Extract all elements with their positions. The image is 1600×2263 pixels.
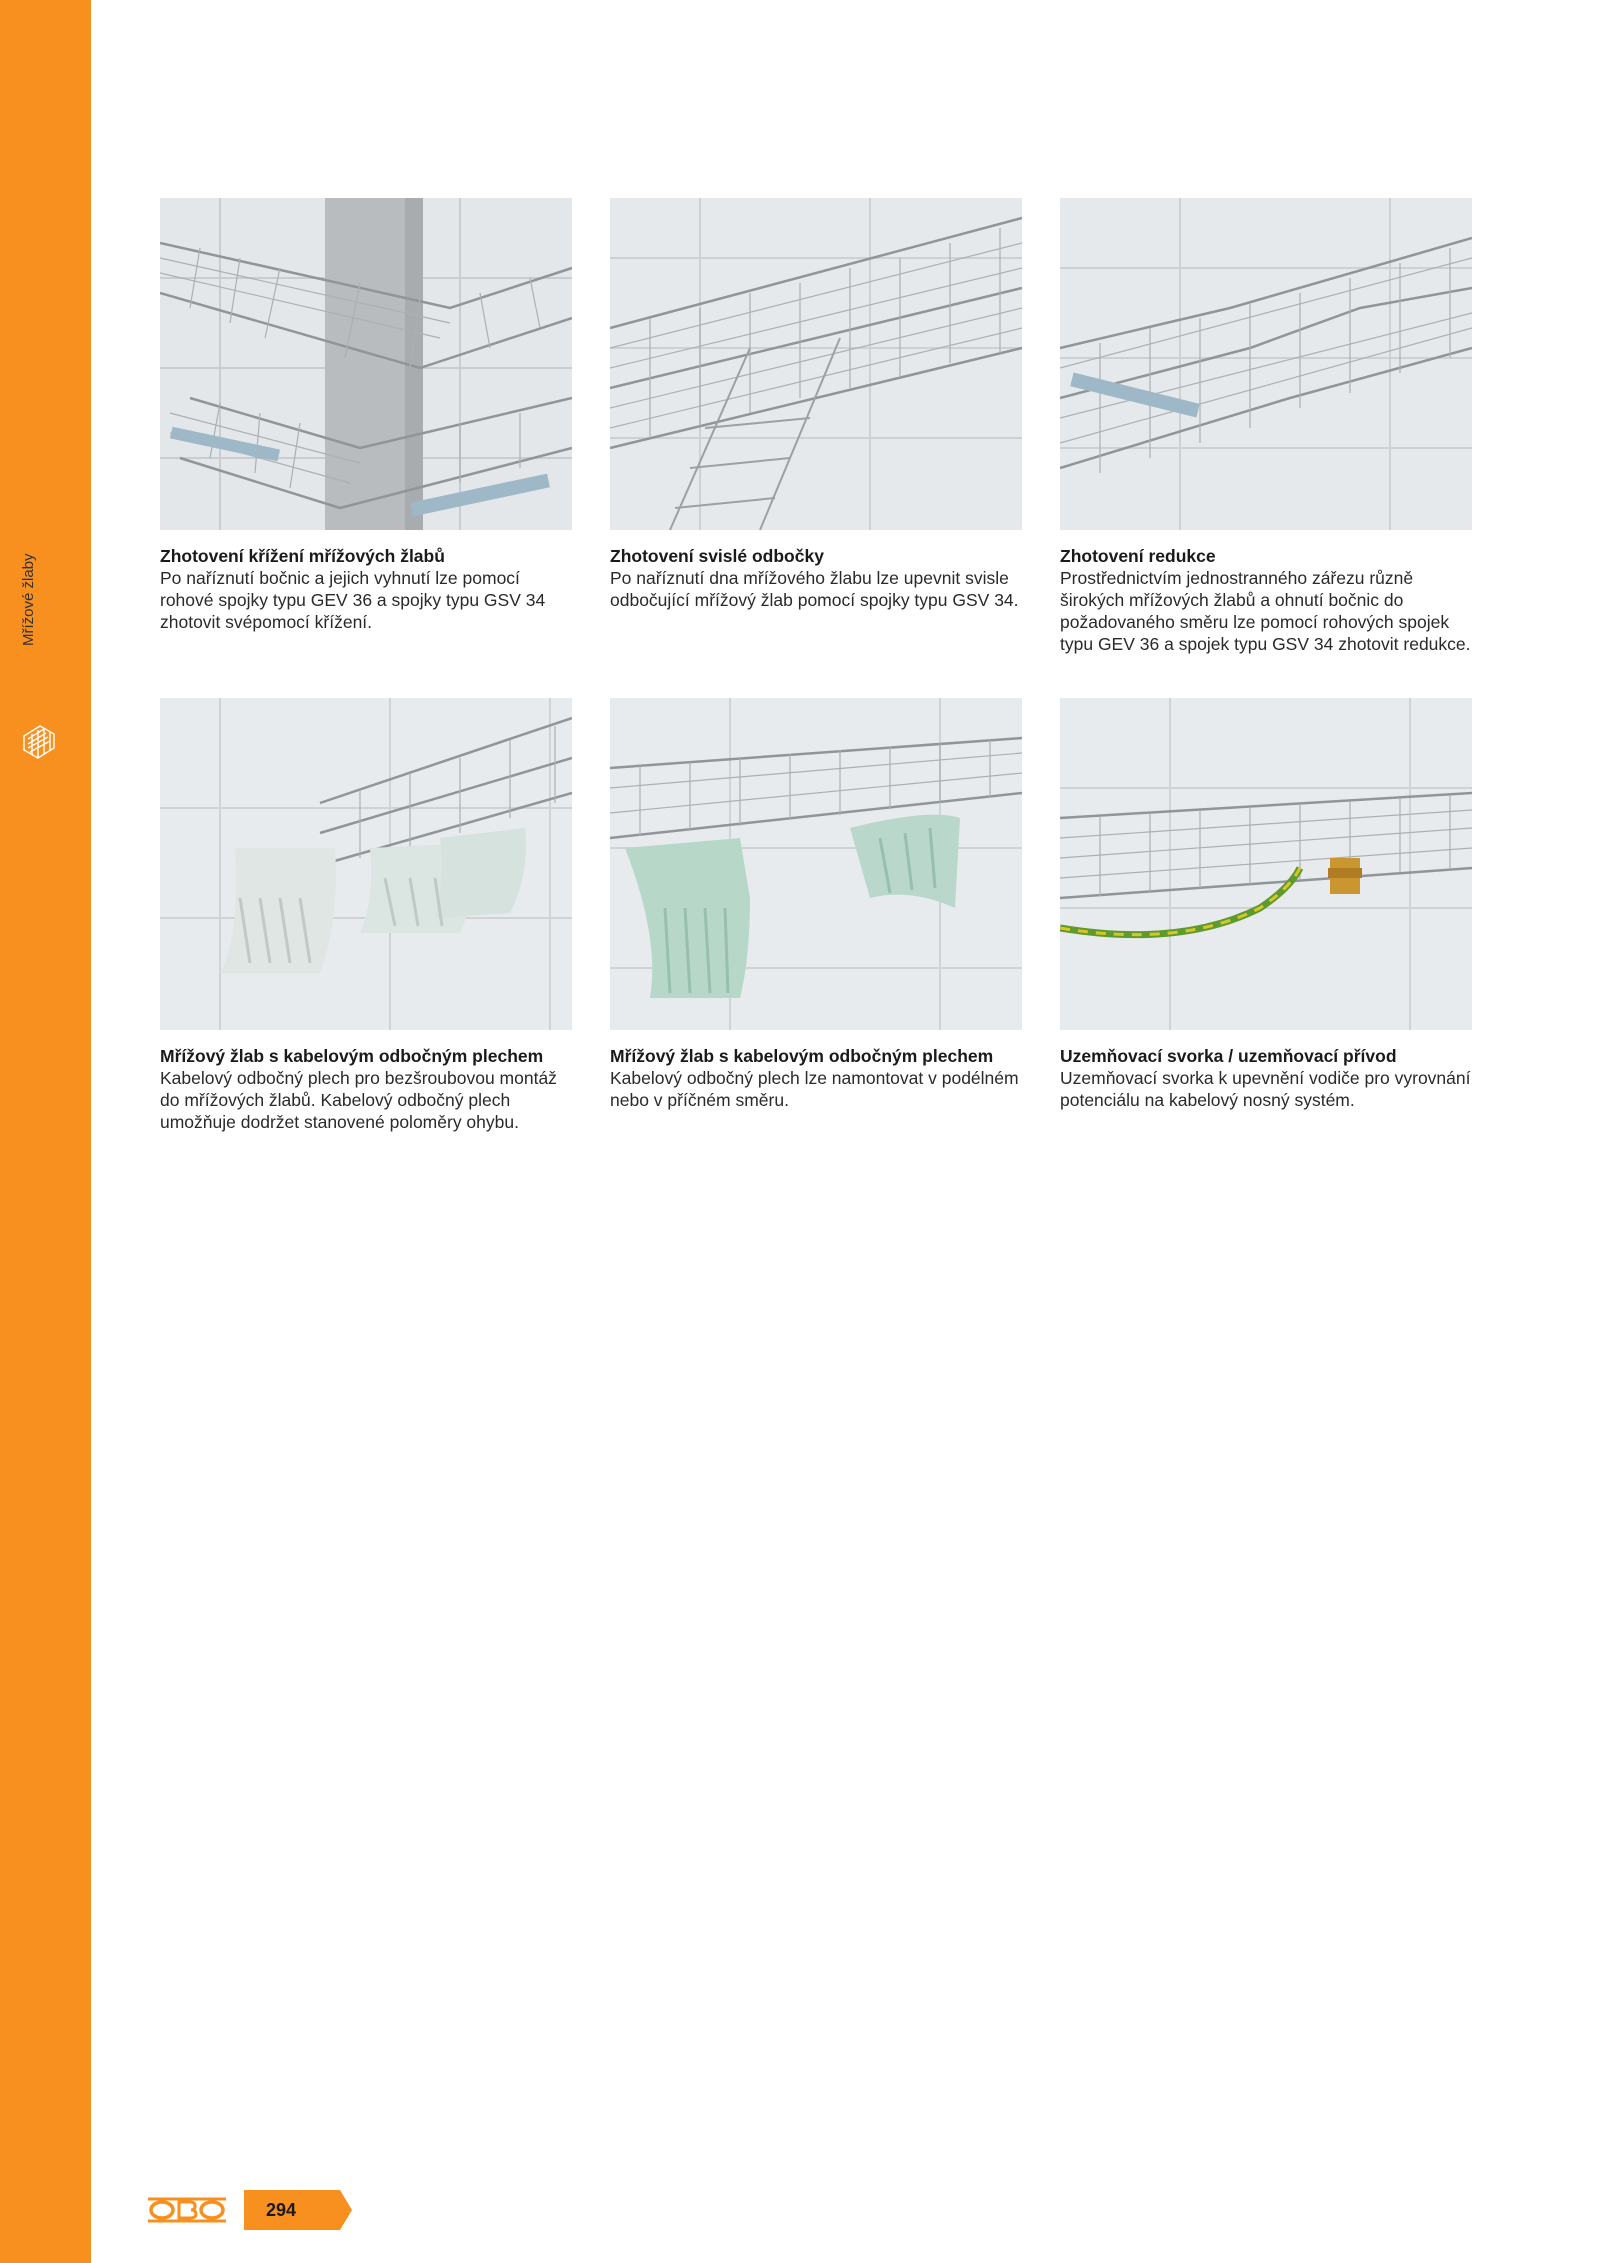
caption-title: Mřížový žlab s kabelovým odbočným plechem [610, 1046, 994, 1066]
caption-body: Po naříznutí dna mřížového žlabu lze upevnit svisle odbočující mřížový žlab pomocí spojky typu GSV 34. [610, 568, 1019, 610]
photo-cable-bend-plate-1 [160, 698, 572, 1030]
caption-reduction [1060, 545, 1476, 655]
caption-body: Prostřednictvím jednostranného zářezu různě širokých mřížových žlabů a ohnutí bočnic do požadovaného směru lze pomocí rohových spojek typu GEV 36 a spojek typu GSV 34 zhotovit redukce. [1060, 568, 1471, 654]
caption-title: Mřížový žlab s kabelovým odbočným plechem [160, 1046, 544, 1066]
caption-earthing-clamp [1060, 1045, 1476, 1111]
caption-vertical-branch [610, 545, 1026, 611]
caption-title: Zhotovení redukce [1060, 546, 1216, 566]
side-color-bar [0, 0, 91, 2263]
page-number: 294 [266, 2200, 297, 2220]
caption-title: Uzemňovací svorka / uzemňovací přívod [1060, 1046, 1397, 1066]
photo-earthing-clamp [1060, 698, 1472, 1030]
photo-vertical-branch [610, 198, 1022, 530]
obo-logo [148, 2196, 226, 2224]
caption-title: Zhotovení křížení mřížových žlabů [160, 546, 445, 566]
photo-crossing [160, 198, 572, 530]
section-label: Mřížové žlaby [20, 553, 37, 646]
caption-body: Kabelový odbočný plech lze namontovat v podélném nebo v příčném směru. [610, 1068, 1019, 1110]
wire-tray-icon [20, 718, 58, 764]
caption-body: Kabelový odbočný plech pro bezšroubovou montáž do mřížových žlabů. Kabelový odbočný plech umožňuje dodržet stanovené poloměry ohybu. [160, 1068, 557, 1132]
caption-body: Po naříznutí bočnic a jejich vyhnutí lze pomocí rohové spojky typu GEV 36 a spojky typu GSV 34 zhotovit svépomocí křížení. [160, 568, 546, 632]
caption-cable-bend-plate-1 [160, 1045, 576, 1133]
photo-reduction [1060, 198, 1472, 530]
caption-crossing [160, 545, 576, 633]
caption-body: Uzemňovací svorka k upevnění vodiče pro vyrovnání potenciálu na kabelový nosný systém. [1060, 1068, 1471, 1110]
caption-title: Zhotovení svislé odbočky [610, 546, 824, 566]
caption-cable-bend-plate-2 [610, 1045, 1026, 1111]
photo-cable-bend-plate-2 [610, 698, 1022, 1030]
